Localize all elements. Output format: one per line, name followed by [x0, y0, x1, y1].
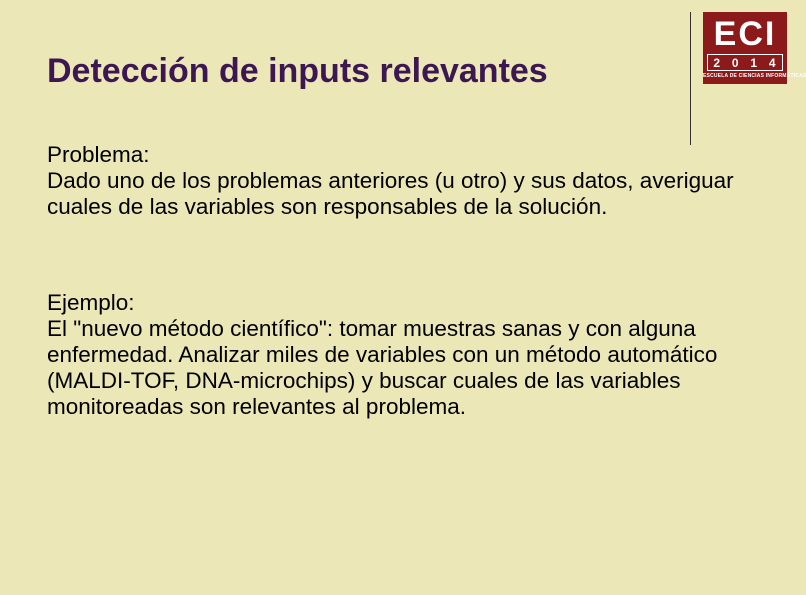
slide-title: Detección de inputs relevantes — [47, 52, 548, 90]
example-label: Ejemplo: — [47, 290, 135, 315]
logo-year-digit: 1 — [750, 55, 759, 70]
problem-text: Dado uno de los problemas anteriores (u otro) y sus datos, averiguar cuales de las variables son responsables de la solución. — [47, 168, 734, 219]
logo-year-box — [707, 54, 783, 71]
example-block — [47, 290, 747, 420]
logo-acronym: ECI — [713, 15, 777, 53]
logo-year-digit: 0 — [731, 55, 740, 70]
example-text: El "nuevo método científico": tomar muestras sanas y con alguna enfermedad. Analizar miles de variables con un método automático (MALDI-TOF, DNA-microchips) y buscar cuales de las variables monitoreadas son relevantes al problema. — [47, 316, 718, 419]
logo-year-digit: 2 — [713, 55, 722, 70]
problem-block — [47, 142, 747, 220]
problem-label: Problema: — [47, 142, 150, 167]
vertical-divider — [690, 12, 691, 145]
logo-year-digit: 4 — [768, 55, 777, 70]
eci-logo — [703, 12, 806, 84]
logo-school-name: ESCUELA DE CIENCIAS INFORMÁTICAS — [703, 73, 806, 79]
